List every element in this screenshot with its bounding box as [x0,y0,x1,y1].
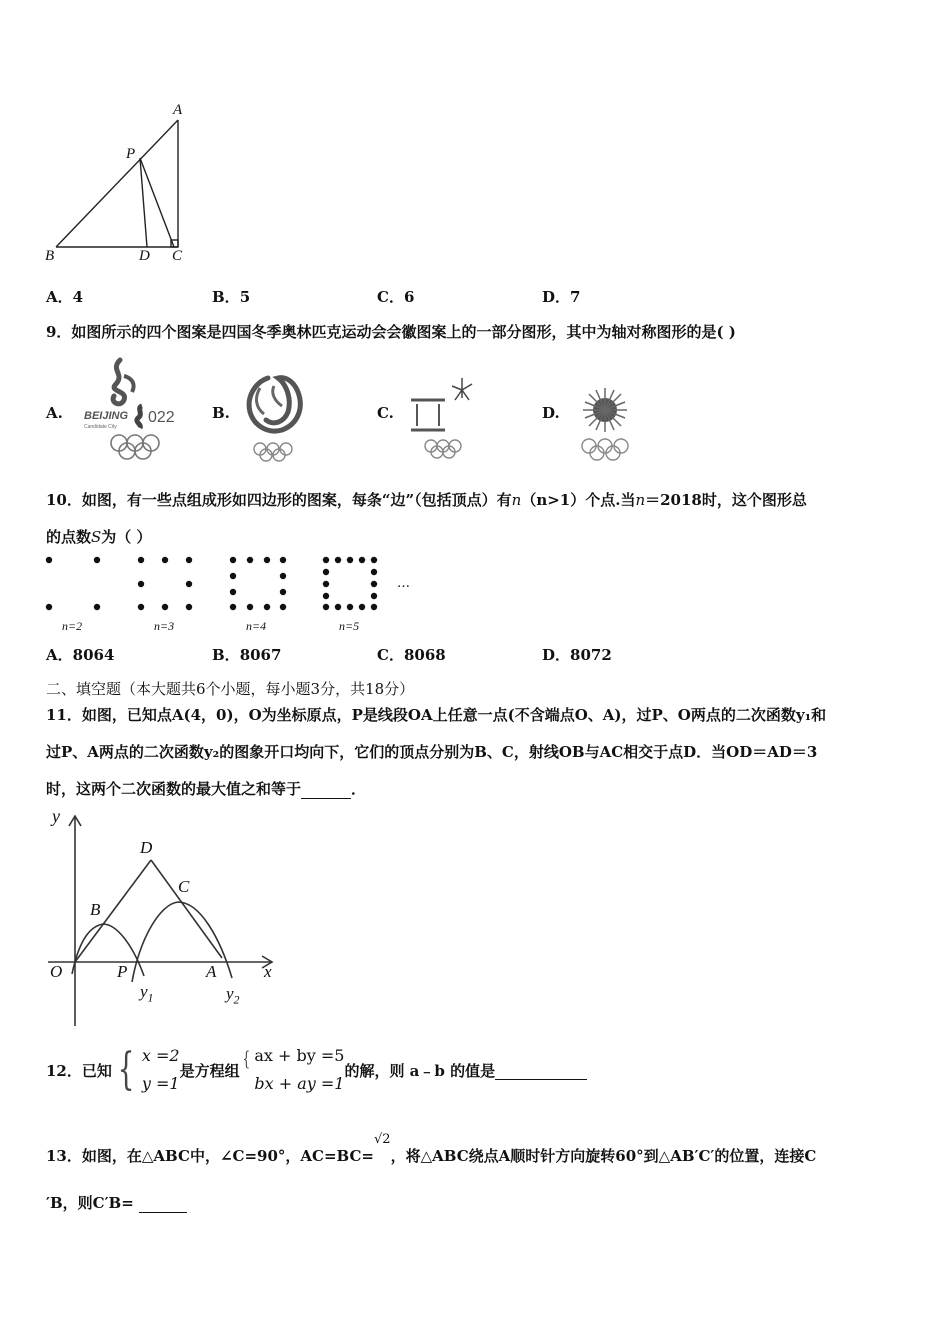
label-b: B [90,900,101,919]
label-d: D [140,838,153,857]
label-y1: $y_1$ [140,982,154,1005]
q9-option-d-label[interactable]: D. [542,404,560,422]
q11-line1: 11．如图，已知点A(4，0)，O为坐标原点，P是线段OA上任意一点(不含端点O、A)，过P、O两点的二次函数y₁和 [46,706,827,724]
q8-option-b[interactable]: B．5 [212,288,251,306]
label-y2: $y_2$ [226,984,240,1007]
q10-option-c[interactable]: C．8068 [377,646,446,664]
label-o: O [50,962,63,981]
caption-n5: n=5 [339,619,360,633]
svg-text:022: 022 [148,409,175,426]
snowflake-sun-emblem-icon [572,382,638,464]
section-heading: 二、填空题（本大题共6个小题，每小题3分，共18分） [46,680,415,698]
axis-label-x: x [264,962,272,981]
dot-squares-diagram [40,552,420,614]
q9-option-b-label[interactable]: B. [212,404,230,422]
equation-system: { ax + by =5 bx + ay =1 [242,1046,345,1093]
coordinate-graph [40,808,290,1033]
label-p: P [117,962,128,981]
q10-option-a[interactable]: A．8064 [46,646,115,664]
q10-stem-line2: 的点数S为（ ） [46,528,152,546]
ellipsis: … [397,576,410,591]
triangle-diagram [40,98,200,268]
q9-stem: 9．如图所示的四个图案是四国冬季奥林匹克运动会会徽图案上的一部分图形，其中为轴对称图形的是( ) [46,323,736,341]
q12-line: 12．已知 { x =2 y =1 是方程组 { ax + by =5 bx + ay =1 的解，则 a﹣b 的值是 [46,1040,587,1100]
label-d: D [139,248,150,264]
label-a: A [173,102,183,118]
q11-parabola-figure [40,808,290,1033]
q10-option-d[interactable]: D．8072 [542,646,612,664]
caption-n4: n=4 [246,619,267,633]
swirl-flame-emblem-icon [238,372,313,464]
q8-option-c[interactable]: C．6 [377,288,415,306]
label-a: A [206,962,217,981]
q8-triangle-figure [40,98,200,268]
q8-option-a[interactable]: A．4 [46,288,84,306]
svg-text:Candidate City: Candidate City [84,424,117,430]
solution-system: { x =2 y =1 [117,1044,180,1095]
sqrt-two: √2 [374,1132,391,1147]
q11-line2: 过P、A两点的二次函数y₂的图象开口均向下，它们的顶点分别为B、C，射线OB与AC相交于点D．当OD＝AD＝3 [46,743,818,761]
q8-option-d[interactable]: D．7 [542,288,581,306]
brace-icon: { [242,1046,250,1070]
answer-blank[interactable] [495,1061,587,1080]
axis-label-y: y [52,806,60,826]
label-c: C [178,877,190,896]
q13-line1: 13．如图，在△ABC中，∠C=90°，AC=BC=√2，将△ABC绕点A顺时针方向旋转60°到△AB′C′的位置，连接C [46,1132,817,1165]
q10-stem-line1: 10．如图，有一些点组成形如四边形的图案，每条“边”（包括顶点）有n（n>1）个点.当n＝2018时，这个图形总 [46,491,807,509]
svg-text:BEIJING: BEIJING [84,410,129,422]
beijing-2022-emblem-icon [80,356,190,464]
q13-line2: ′B，则C′B= [46,1192,187,1213]
label-c: C [172,248,183,264]
q9-option-a-label[interactable]: A. [46,404,63,422]
label-p: P [126,146,136,162]
answer-blank[interactable] [301,780,351,799]
answer-blank[interactable] [139,1194,187,1213]
dot-pattern-figure [40,552,420,642]
brace-icon: { [117,1044,135,1095]
q10-option-b[interactable]: B．8067 [212,646,282,664]
q11-line3: 时，这两个二次函数的最大值之和等于 ． [46,780,367,798]
bars-and-star-emblem-icon [405,376,485,464]
caption-n3: n=3 [154,619,175,633]
label-b: B [45,248,55,264]
caption-n2: n=2 [62,619,83,633]
q9-option-c-label[interactable]: C. [377,404,394,422]
